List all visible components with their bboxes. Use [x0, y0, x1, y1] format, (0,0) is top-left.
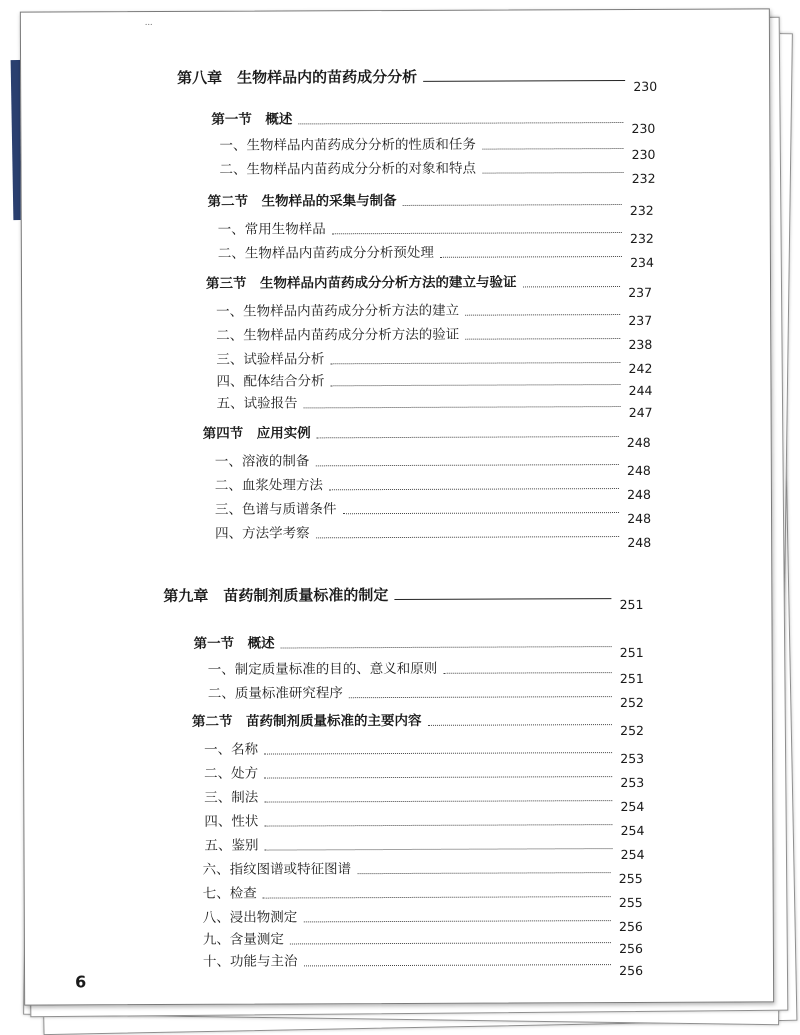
toc-item[interactable] [214, 444, 651, 478]
page-number: 230 [633, 78, 658, 94]
section-title: 第四节 应用实例 [202, 425, 311, 442]
page-number: 255 [618, 870, 643, 887]
toc-item[interactable] [216, 294, 653, 328]
leader-line [264, 799, 612, 803]
item-title: 二、质量标准研究程序 [207, 685, 343, 702]
leader-line [264, 847, 612, 851]
toc-item[interactable] [204, 828, 645, 863]
item-title: 四、配体结合分析 [216, 373, 325, 390]
item-title: 二、血浆处理方法 [214, 477, 323, 494]
item-title: 三、制法 [204, 789, 259, 806]
item-title: 一、生物样品内苗药成分分析方法的建立 [216, 302, 460, 320]
item-title: 三、色谱与质谱条件 [214, 501, 337, 518]
toc-page [20, 8, 774, 1005]
page-number: 232 [631, 170, 656, 186]
leader-line [440, 255, 622, 258]
leader-line [357, 871, 611, 874]
page-number: 252 [620, 722, 645, 739]
page-number: 234 [630, 254, 654, 270]
item-title: 一、生物样品内苗药成分分析的性质和任务 [219, 136, 476, 154]
chapter-title: 第九章 苗药制剂质量标准的制定 [163, 586, 389, 606]
leader-line [349, 695, 612, 698]
leader-line [482, 171, 624, 174]
page-number: 251 [619, 644, 644, 661]
item-title: 一、名称 [204, 741, 259, 758]
toc-item[interactable] [204, 780, 645, 815]
chapter-title: 第八章 生物样品内的苗药成分分析 [177, 67, 418, 87]
page-number: 230 [631, 146, 656, 162]
leader-line [394, 597, 611, 600]
leader-line [332, 231, 622, 234]
page-number: 256 [619, 940, 643, 957]
page-number: 232 [629, 202, 654, 218]
leader-line [465, 313, 620, 316]
page-number: 253 [620, 774, 645, 791]
page-number: 251 [619, 596, 644, 613]
page-number: 248 [627, 534, 652, 550]
section-title: 第一节 概述 [211, 111, 293, 128]
item-title: 三、试验样品分析 [216, 351, 325, 368]
toc-section[interactable] [202, 416, 651, 450]
item-title: 四、方法学考察 [215, 525, 310, 542]
item-title: 二、处方 [204, 765, 259, 782]
toc-item[interactable] [217, 212, 654, 246]
toc-item[interactable] [214, 468, 651, 502]
toc-item[interactable] [204, 732, 645, 767]
item-title: 二、生物样品内苗药成分分析预处理 [217, 244, 434, 262]
item-title: 一、常用生物样品 [217, 221, 326, 238]
toc-section[interactable] [205, 266, 653, 300]
toc-section[interactable] [207, 184, 654, 218]
toc-item[interactable] [202, 852, 643, 887]
item-title: 八、浸出物测定 [202, 909, 298, 926]
item-title: 五、试验报告 [216, 395, 298, 412]
toc-chapter[interactable] [177, 60, 658, 94]
leader-line [281, 645, 612, 648]
section-title: 第三节 生物样品内苗药成分分析方法的建立与验证 [205, 274, 517, 292]
leader-line [264, 775, 612, 779]
leader-line [329, 487, 619, 490]
toc-item[interactable] [207, 652, 644, 687]
toc-section[interactable] [211, 102, 656, 136]
corner-mark: ··· [144, 20, 153, 30]
toc-item[interactable] [202, 876, 643, 911]
page-number: 254 [620, 798, 645, 815]
page-number: 254 [620, 846, 645, 863]
page-number: 248 [627, 486, 651, 502]
leader-line [315, 463, 619, 466]
leader-line [317, 435, 619, 438]
item-title: 二、生物样品内苗药成分分析的对象和特点 [219, 160, 477, 178]
item-title: 五、鉴别 [204, 837, 259, 854]
leader-line [316, 535, 620, 538]
item-title: 七、检查 [202, 885, 257, 902]
leader-line [264, 751, 612, 755]
page-number: 248 [626, 434, 651, 450]
toc-item[interactable] [216, 318, 653, 352]
section-title: 第一节 概述 [193, 635, 275, 652]
page-number: 248 [627, 510, 652, 526]
toc-item[interactable] [204, 756, 645, 791]
toc-item[interactable] [219, 152, 656, 186]
leader-line [427, 723, 612, 726]
page-number: 242 [628, 360, 653, 376]
page-number: 248 [626, 462, 651, 478]
page-number: 237 [628, 312, 653, 328]
leader-line [482, 147, 624, 150]
toc-item[interactable] [217, 236, 654, 270]
page-number: 253 [620, 750, 645, 767]
page-number: 256 [618, 918, 643, 935]
page-number: 252 [619, 694, 644, 711]
toc-section[interactable] [193, 626, 644, 661]
item-title: 一、制定质量标准的目的、意义和原则 [207, 660, 438, 678]
leader-line [403, 203, 622, 206]
page-number: 244 [628, 382, 653, 398]
leader-line [343, 511, 620, 514]
section-title: 第二节 苗药制剂质量标准的主要内容 [191, 712, 422, 730]
item-title: 六、指纹图谱或特征图谱 [202, 861, 352, 878]
item-title: 十、功能与主治 [202, 953, 298, 970]
toc-chapter[interactable] [163, 578, 644, 613]
toc-section[interactable] [191, 704, 645, 739]
item-title: 一、溶液的制备 [214, 453, 310, 470]
toc-item[interactable] [202, 940, 644, 979]
toc-item[interactable] [214, 492, 652, 526]
leader-line [298, 121, 623, 124]
page-number: 255 [618, 894, 643, 911]
toc-item[interactable] [219, 128, 656, 162]
item-title: 四、性状 [204, 813, 259, 830]
item-title: 二、生物样品内苗药成分分析方法的验证 [216, 326, 460, 344]
page-number: 256 [619, 962, 644, 979]
toc-item[interactable] [216, 382, 653, 420]
item-title: 九、含量测定 [202, 931, 284, 948]
page-number: 230 [631, 120, 656, 136]
toc-item[interactable] [215, 516, 652, 550]
leader-line [304, 405, 621, 408]
leader-line [465, 337, 620, 340]
page-number: 247 [628, 404, 653, 420]
page-number: 232 [629, 230, 654, 246]
page-number: 251 [619, 670, 644, 687]
leader-line [263, 895, 611, 899]
toc-item[interactable] [204, 804, 645, 839]
page-number: 238 [628, 336, 653, 352]
leader-line [523, 285, 621, 287]
leader-line [443, 671, 612, 674]
toc-item[interactable] [207, 676, 644, 711]
section-title: 第二节 生物样品的采集与制备 [207, 192, 397, 210]
leader-line [423, 79, 625, 82]
page-number: 237 [628, 284, 653, 300]
leader-line [303, 963, 611, 966]
page-number: 254 [620, 822, 645, 839]
leader-line [264, 823, 612, 827]
page-folio: 6 [75, 972, 87, 992]
